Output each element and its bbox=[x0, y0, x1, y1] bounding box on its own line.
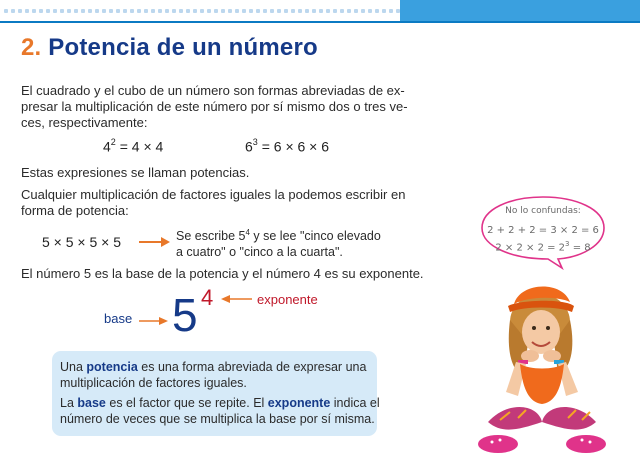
header-dot bbox=[137, 9, 141, 13]
header-dot bbox=[144, 9, 148, 13]
header-dot bbox=[270, 9, 274, 13]
header-dot bbox=[116, 9, 120, 13]
header-dot bbox=[263, 9, 267, 13]
header-dot bbox=[277, 9, 281, 13]
header-dot bbox=[284, 9, 288, 13]
header-dot bbox=[4, 9, 8, 13]
square-expansion: = 4 × 4 bbox=[115, 138, 164, 155]
factors-line-2: forma de potencia: bbox=[21, 203, 129, 218]
power-reading-explanation bbox=[176, 225, 381, 260]
section-title bbox=[21, 34, 318, 62]
def-text: es el factor que se repite. El bbox=[105, 396, 268, 410]
exponent-label: exponente bbox=[257, 292, 318, 307]
square-example bbox=[103, 138, 163, 155]
bubble-line-1: 2 + 2 + 2 = 3 × 2 = 6 bbox=[487, 225, 599, 236]
definition-line-3 bbox=[60, 396, 380, 411]
header-dot bbox=[18, 9, 22, 13]
explanation-part-1: Se escribe 5 bbox=[176, 229, 246, 244]
header-dot bbox=[46, 9, 50, 13]
header-dot bbox=[214, 9, 218, 13]
header-dot bbox=[361, 9, 365, 13]
header-dot bbox=[326, 9, 330, 13]
cube-example bbox=[245, 138, 329, 155]
bubble-exponent: 3 bbox=[565, 240, 570, 248]
header-dot bbox=[11, 9, 15, 13]
definition-line-4: número de veces que se multiplica la base por sí misma. bbox=[60, 412, 375, 426]
factors-line-1: Cualquier multiplicación de factores iguales la podemos escribir en bbox=[21, 187, 406, 202]
header-dot bbox=[389, 9, 393, 13]
base-exponent-sentence: El número 5 es la base de la potencia y el número 4 es su exponente. bbox=[21, 266, 424, 281]
base-label: base bbox=[104, 311, 133, 326]
header-dot bbox=[368, 9, 372, 13]
bubble-line-2-start: 2 × 2 × 2 = 2 bbox=[495, 242, 566, 254]
header-dot bbox=[382, 9, 386, 13]
girl-illustration bbox=[478, 272, 628, 472]
header-dot bbox=[228, 9, 232, 13]
explanation-exponent: 4 bbox=[245, 228, 250, 237]
header-dot bbox=[32, 9, 36, 13]
header-dot bbox=[193, 9, 197, 13]
def-term-base: base bbox=[77, 396, 106, 410]
def-text: es una forma abreviada de expresar una bbox=[137, 360, 367, 374]
explanation-line-1 bbox=[176, 225, 381, 244]
cube-base: 6 bbox=[245, 138, 253, 155]
header-dot bbox=[25, 9, 29, 13]
header-dot bbox=[207, 9, 211, 13]
header-dot bbox=[305, 9, 309, 13]
def-term-exponente: exponente bbox=[267, 396, 331, 410]
definition-line-2: multiplicación de factores iguales. bbox=[60, 376, 247, 390]
header-dot bbox=[375, 9, 379, 13]
def-text: La bbox=[60, 396, 78, 410]
def-term-potencia: potencia bbox=[86, 360, 138, 374]
header-dot bbox=[333, 9, 337, 13]
header-bar bbox=[0, 0, 640, 22]
square-base: 4 bbox=[103, 138, 111, 155]
definition-line-1 bbox=[60, 360, 366, 375]
header-dot bbox=[319, 9, 323, 13]
header-dot bbox=[109, 9, 113, 13]
product-expression: 5 × 5 × 5 × 5 bbox=[42, 234, 122, 250]
power-exponent: 4 bbox=[201, 285, 214, 310]
right-arrow-icon bbox=[139, 236, 171, 248]
header-dot bbox=[200, 9, 204, 13]
header-rule bbox=[0, 21, 640, 23]
powers-sentence: Estas expresiones se llaman potencias. bbox=[21, 165, 250, 180]
header-dot bbox=[151, 9, 155, 13]
intro-line-3: ces, respectivamente: bbox=[21, 115, 148, 130]
bubble-heading: No lo confundas: bbox=[505, 206, 581, 216]
header-dot bbox=[172, 9, 176, 13]
header-dot bbox=[235, 9, 239, 13]
header-dot bbox=[221, 9, 225, 13]
section-title-text: Potencia de un número bbox=[48, 34, 318, 61]
header-dot bbox=[347, 9, 351, 13]
explanation-line-2: a cuatro" o "cinco a la cuarta". bbox=[176, 245, 343, 260]
header-dot bbox=[298, 9, 302, 13]
header-dot bbox=[81, 9, 85, 13]
intro-line-1: El cuadrado y el cubo de un número son formas abreviadas de ex- bbox=[21, 83, 405, 98]
header-dot bbox=[53, 9, 57, 13]
base-arrow-icon bbox=[139, 316, 169, 326]
header-dot bbox=[256, 9, 260, 13]
header-dot bbox=[102, 9, 106, 13]
bubble-line-2-end: = 8 bbox=[569, 242, 591, 254]
header-dot bbox=[165, 9, 169, 13]
header-dot bbox=[179, 9, 183, 13]
header-dot bbox=[291, 9, 295, 13]
header-dot bbox=[95, 9, 99, 13]
header-dot bbox=[60, 9, 64, 13]
bubble-line-2 bbox=[478, 240, 608, 253]
intro-line-2: presar la multiplicación de este número por sí mismo dos o tres ve- bbox=[21, 99, 408, 114]
header-dot bbox=[249, 9, 253, 13]
header-dot bbox=[158, 9, 162, 13]
power-base: 5 bbox=[172, 289, 198, 341]
cube-expansion: = 6 × 6 × 6 bbox=[257, 138, 330, 155]
def-text: Una bbox=[60, 360, 87, 374]
header-dot bbox=[242, 9, 246, 13]
explanation-part-2: y se lee "cinco elevado bbox=[249, 229, 381, 244]
header-dot-pattern bbox=[0, 0, 400, 22]
header-dot bbox=[74, 9, 78, 13]
section-number: 2. bbox=[21, 34, 42, 61]
header-dot bbox=[123, 9, 127, 13]
header-dot bbox=[312, 9, 316, 13]
square-exponent: 2 bbox=[110, 137, 116, 147]
exponent-arrow-icon bbox=[220, 294, 252, 304]
header-dot bbox=[354, 9, 358, 13]
header-dot bbox=[340, 9, 344, 13]
cube-exponent: 3 bbox=[252, 137, 258, 147]
header-dot bbox=[186, 9, 190, 13]
header-solid-band bbox=[400, 0, 640, 22]
def-text: indica el bbox=[330, 396, 380, 410]
header-dot bbox=[130, 9, 134, 13]
header-dot bbox=[88, 9, 92, 13]
header-dot bbox=[67, 9, 71, 13]
header-dot bbox=[39, 9, 43, 13]
